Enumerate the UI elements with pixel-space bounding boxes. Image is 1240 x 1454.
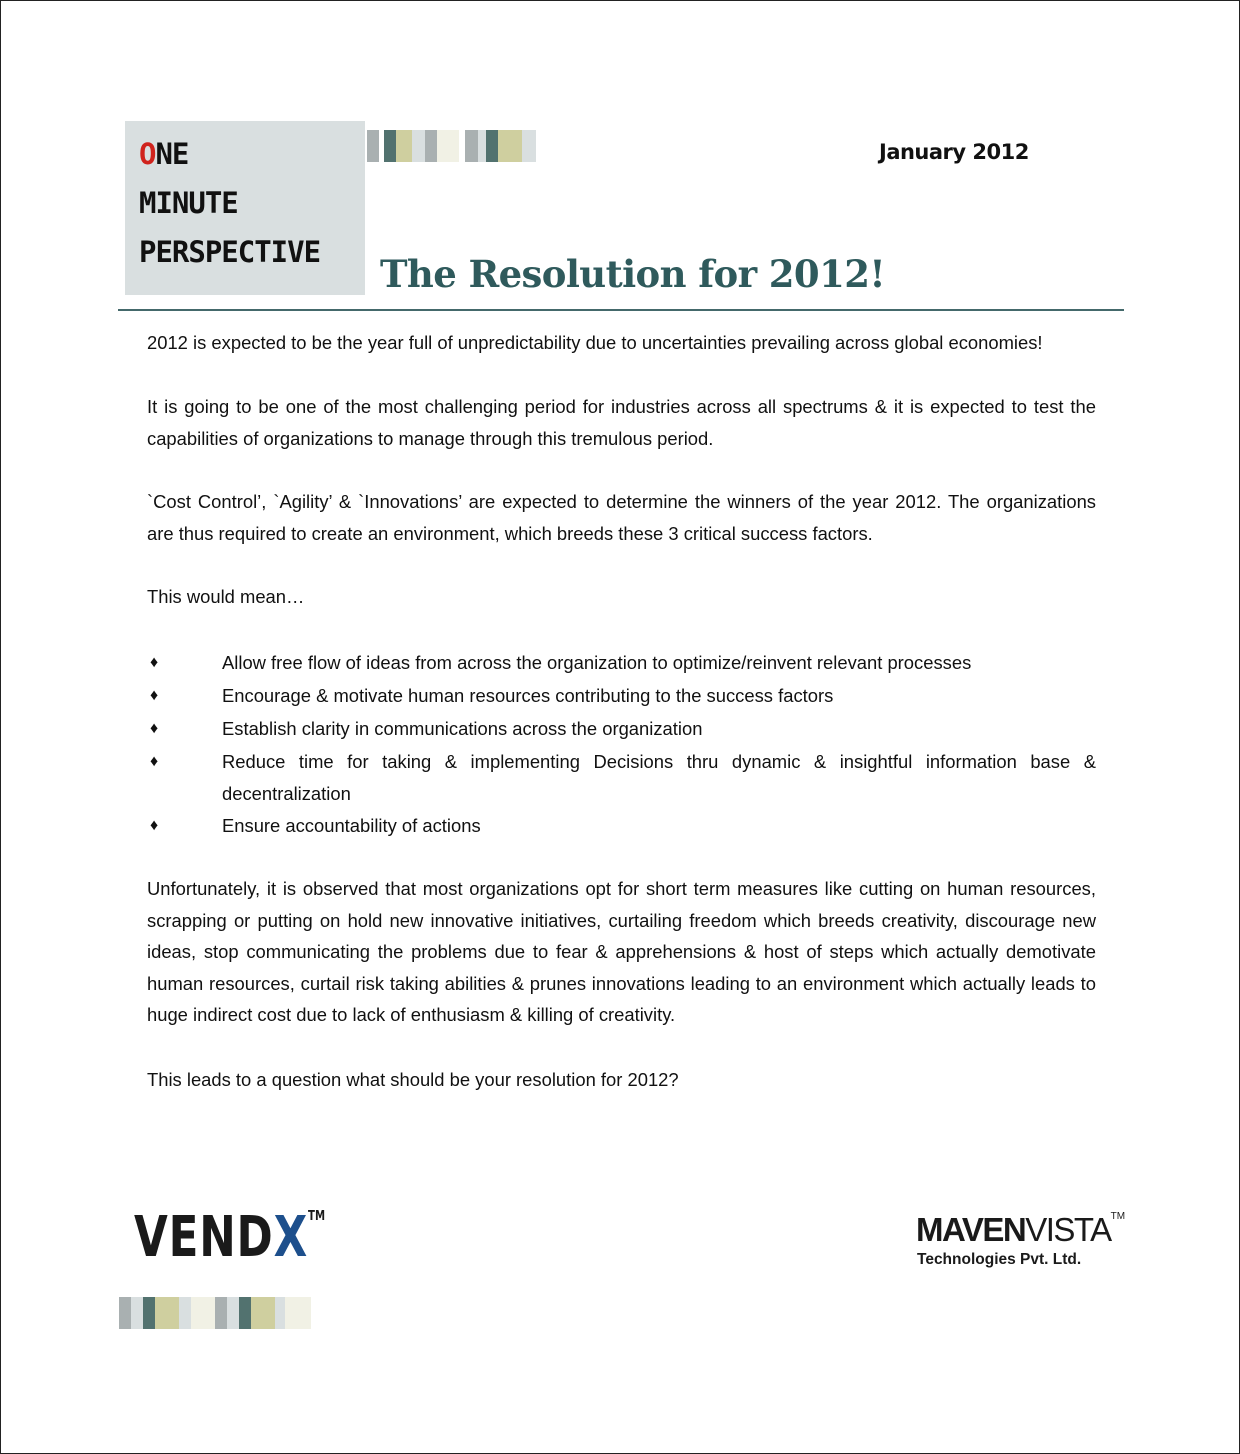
brand-line-one: ONE bbox=[139, 137, 189, 171]
list-item: Encourage & motivate human resources contributing to the success factors bbox=[222, 685, 834, 706]
paragraph-success-factors: `Cost Control’, `Agility’ & `Innovations’ are expected to determine the winners of the year 2012. The organizations are thus required to create an environment, which breeds these 3 critical success factors. bbox=[147, 491, 1096, 544]
paragraph-lead-in: This would mean… bbox=[147, 586, 305, 607]
brand-line-perspective: PERSPECTIVE bbox=[139, 235, 321, 269]
bullet-diamond-icon: ♦ bbox=[150, 753, 159, 770]
one-minute-perspective-block bbox=[125, 121, 365, 295]
list-item: Allow free flow of ideas from across the organization to optimize/reinvent relevant processes bbox=[222, 652, 972, 673]
paragraph-challenge: It is going to be one of the most challenging period for industries across all spectrums & it is expected to test the capabilities of organizations to manage through this tremulous period. bbox=[147, 396, 1096, 449]
headline: The Resolution for 2012! bbox=[380, 252, 886, 296]
mavenvista-company-name: Technologies Pvt. Ltd. bbox=[917, 1251, 1082, 1268]
mavenvista-logo: MAVENVISTA™ bbox=[916, 1211, 1126, 1248]
footer-stripe-bar bbox=[119, 1297, 311, 1329]
vendx-logo: VENDX™ bbox=[134, 1205, 326, 1270]
issue-date: January 2012 bbox=[879, 140, 1029, 164]
bullet-diamond-icon: ♦ bbox=[150, 654, 159, 671]
bullet-diamond-icon: ♦ bbox=[150, 687, 159, 704]
list-item: Reduce time for taking & implementing Decisions thru dynamic & insightful information base & decentralization bbox=[222, 751, 1096, 804]
header-stripe-bar bbox=[367, 130, 565, 162]
paragraph-observation: Unfortunately, it is observed that most organizations opt for short term measures like cutting on human resources, scrapping or putting on hold new innovative initiatives, curtailing freedom which breeds creativity, discourage new ideas, stop communicating the problems due to fear & apprehensions & host of steps which actually demotivate human resources, curtail risk taking abilities & prunes innovations leading to an environment which actually leads to huge indirect cost due to lack of enthusiasm & killing of creativity. bbox=[147, 878, 1096, 1025]
paragraph-question: This leads to a question what should be your resolution for 2012? bbox=[147, 1069, 679, 1090]
brand-line-minute: MINUTE bbox=[139, 186, 238, 220]
paragraph-intro: 2012 is expected to be the year full of unpredictability due to uncertainties prevailing across global economies! bbox=[147, 332, 1043, 353]
header-divider bbox=[118, 309, 1124, 311]
bullet-diamond-icon: ♦ bbox=[150, 817, 159, 834]
list-item: Establish clarity in communications across the organization bbox=[222, 718, 703, 739]
bullet-diamond-icon: ♦ bbox=[150, 720, 159, 737]
list-item: Ensure accountability of actions bbox=[222, 815, 481, 836]
